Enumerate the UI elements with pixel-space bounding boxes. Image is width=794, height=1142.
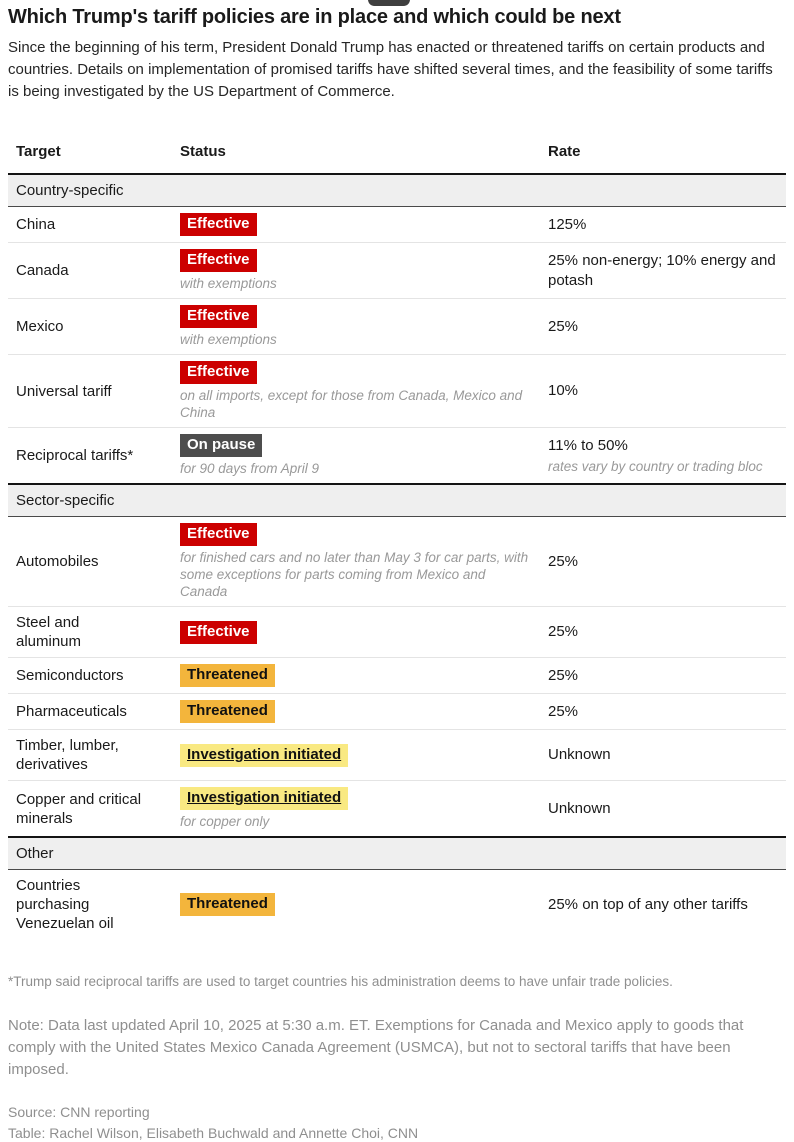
status-cell	[172, 428, 540, 485]
table-row	[8, 355, 786, 428]
data-note: Note: Data last updated April 10, 2025 at 5:30 a.m. ET. Exemptions for Canada and Mexico apply to goods that comply with the United States Mexico Canada Agreement (USMCA), but not to sectoral tariffs that have been imposed.	[8, 1017, 744, 1078]
target-label: Automobiles	[16, 553, 99, 570]
status-note: for 90 days from April 9	[180, 461, 320, 476]
rate-cell	[540, 870, 786, 940]
status-cell	[172, 243, 540, 299]
table-row	[8, 243, 786, 299]
table-row	[8, 517, 786, 607]
rate-cell	[540, 607, 786, 658]
table-row	[8, 781, 786, 838]
rate-cell	[540, 299, 786, 355]
target-cell	[8, 730, 172, 781]
status-note: for finished cars and no later than May 3 for car parts, with some exceptions for parts coming from Mexico and Canada	[180, 550, 529, 599]
rate-cell	[540, 694, 786, 730]
target-label: Mexico	[16, 318, 64, 335]
target-cell	[8, 299, 172, 355]
status-badge-effective: Effective	[180, 621, 257, 644]
column-header-rate: Rate	[548, 143, 581, 160]
section-label: Sector-specific	[8, 484, 786, 517]
rate-cell	[540, 207, 786, 243]
page-top-handle	[368, 0, 410, 6]
source-line: Source: CNN reporting	[8, 1104, 150, 1120]
table-row	[8, 870, 786, 940]
table-row	[8, 658, 786, 694]
rate-value: 125%	[548, 215, 587, 233]
intro-paragraph: Since the beginning of his term, President Donald Trump has enacted or threatened tariffs on certain products and countries. Details on implementation of promised tariffs have shifted several times, and the feasibility of some tariffs is being investigated by the US Department of Commerce.	[8, 39, 773, 100]
credit-line: Table: Rachel Wilson, Elisabeth Buchwald and Annette Choi, CNN	[8, 1125, 419, 1141]
section-label: Other	[8, 837, 786, 870]
status-badge-effective: Effective	[180, 213, 257, 236]
target-label: Canada	[16, 262, 69, 279]
target-label: Copper and critical minerals	[16, 790, 142, 827]
footer	[0, 973, 794, 1142]
table-row	[8, 694, 786, 730]
status-badge-investigation: Investigation initiated	[180, 744, 348, 767]
column-header-status: Status	[180, 143, 226, 160]
rate-value: 25%	[548, 623, 579, 640]
target-cell	[8, 870, 172, 940]
rate-value: 25%	[548, 666, 579, 684]
rate-value: Unknown	[548, 746, 611, 763]
table-body	[8, 174, 786, 939]
section-header-row	[8, 484, 786, 517]
status-badge-threatened: Threatened	[180, 700, 275, 723]
target-label: Semiconductors	[16, 667, 124, 684]
target-label: China	[16, 216, 56, 233]
status-cell	[172, 658, 540, 694]
table-header	[8, 135, 786, 174]
target-cell	[8, 243, 172, 299]
target-cell	[8, 658, 172, 694]
status-note: on all imports, except for those from Canada, Mexico and China	[180, 388, 523, 420]
status-badge-effective: Effective	[180, 523, 257, 546]
status-cell	[172, 355, 540, 428]
rate-value: Unknown	[548, 799, 611, 817]
reciprocal-footnote: *Trump said reciprocal tariffs are used to target countries his administration deems to have unfair trade policies.	[8, 974, 673, 989]
status-badge-effective: Effective	[180, 305, 257, 328]
table-row	[8, 299, 786, 355]
target-label: Reciprocal tariffs*	[16, 447, 134, 464]
status-cell	[172, 299, 540, 355]
rate-value: 10%	[548, 382, 579, 399]
target-cell	[8, 607, 172, 658]
status-cell	[172, 694, 540, 730]
rate-value: 25% non-energy; 10% energy and potash	[548, 251, 776, 289]
section-header-row	[8, 837, 786, 870]
status-note: for copper only	[180, 814, 270, 829]
table-row	[8, 730, 786, 781]
target-cell	[8, 694, 172, 730]
status-badge-investigation: Investigation initiated	[180, 787, 348, 810]
table-row	[8, 428, 786, 485]
column-header-target: Target	[16, 143, 61, 160]
section-label: Country-specific	[8, 174, 786, 207]
status-badge-pause: On pause	[180, 434, 262, 457]
status-cell	[172, 607, 540, 658]
page-title: Which Trump's tariff policies are in place and which could be next	[8, 6, 621, 28]
rate-note: rates vary by country or trading bloc	[548, 459, 763, 474]
status-note: with exemptions	[180, 276, 277, 291]
rate-cell	[540, 428, 786, 485]
target-cell	[8, 781, 172, 838]
target-cell	[8, 428, 172, 485]
target-cell	[8, 517, 172, 607]
status-cell	[172, 781, 540, 838]
rate-cell	[540, 730, 786, 781]
rate-cell	[540, 517, 786, 607]
status-cell	[172, 730, 540, 781]
target-label: Steel and aluminum	[16, 614, 82, 650]
status-note: with exemptions	[180, 332, 277, 347]
tariff-table	[8, 135, 786, 939]
target-label: Countries purchasing Venezuelan oil	[16, 877, 114, 932]
rate-value: 25%	[548, 552, 579, 570]
rate-cell	[540, 355, 786, 428]
status-badge-effective: Effective	[180, 249, 257, 272]
target-label: Pharmaceuticals	[16, 703, 127, 720]
target-cell	[8, 355, 172, 428]
status-cell	[172, 870, 540, 940]
rate-cell	[540, 243, 786, 299]
rate-value: 25%	[548, 317, 579, 335]
status-cell	[172, 207, 540, 243]
rate-cell	[540, 781, 786, 838]
rate-value: 25%	[548, 702, 579, 720]
section-header-row	[8, 174, 786, 207]
table-row	[8, 607, 786, 658]
rate-value: 25% on top of any other tariffs	[548, 895, 748, 913]
status-badge-threatened: Threatened	[180, 664, 275, 687]
rate-value: 11% to 50%	[548, 437, 628, 454]
target-label: Timber, lumber, derivatives	[16, 737, 119, 773]
status-badge-effective: Effective	[180, 361, 257, 384]
rate-cell	[540, 658, 786, 694]
status-badge-threatened: Threatened	[180, 893, 275, 916]
target-cell	[8, 207, 172, 243]
table-row	[8, 207, 786, 243]
status-cell	[172, 517, 540, 607]
target-label: Universal tariff	[16, 382, 112, 400]
